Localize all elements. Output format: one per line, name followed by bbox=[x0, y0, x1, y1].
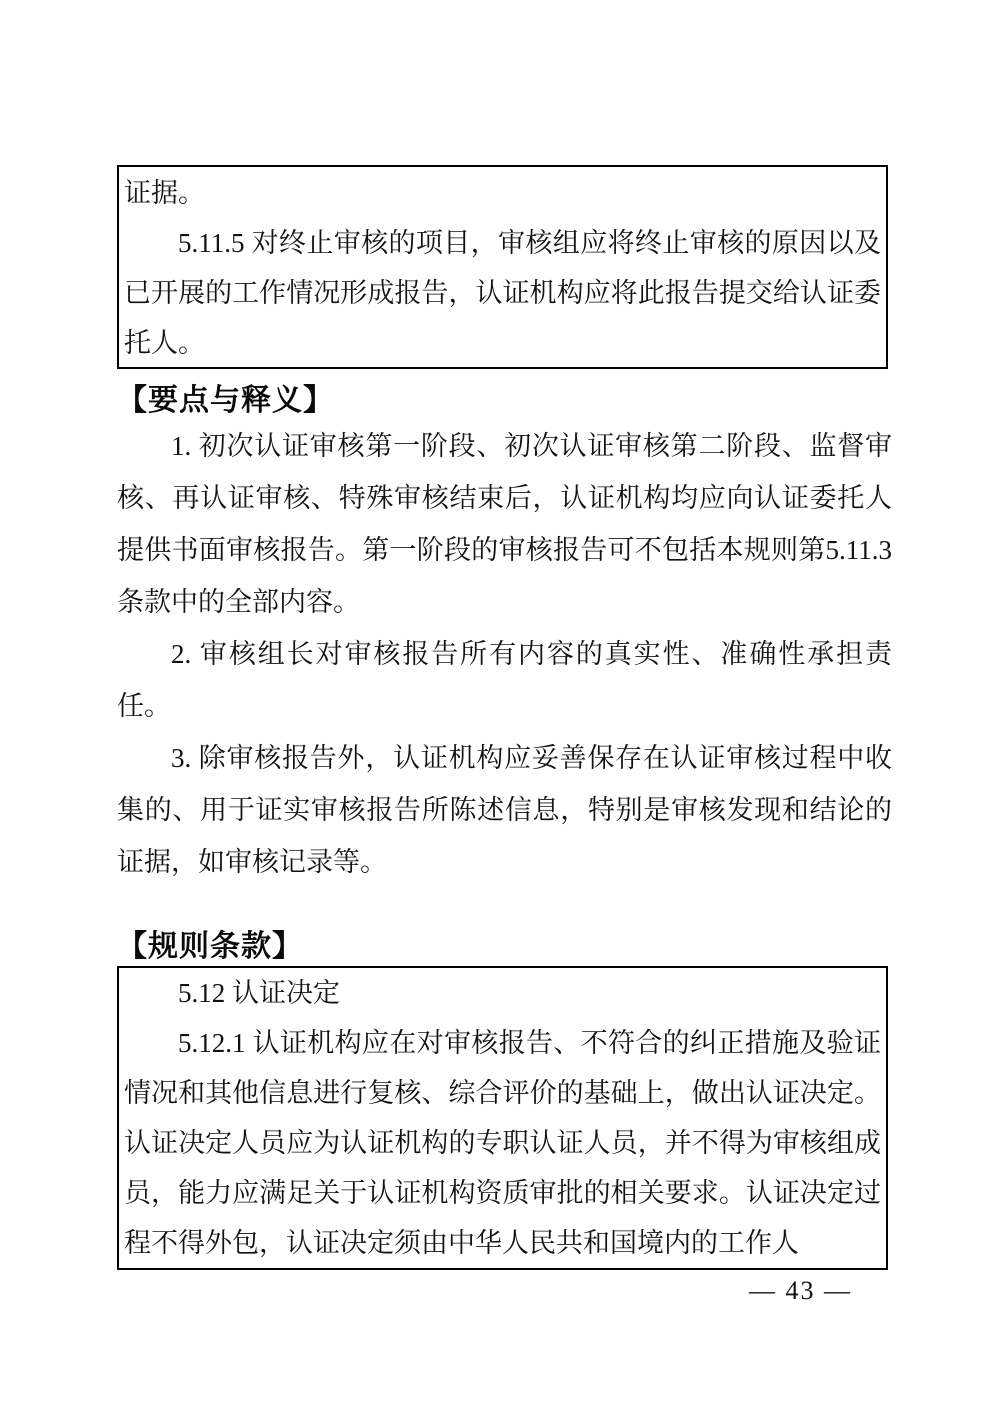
section-heading-rule-clauses: 【规则条款】 bbox=[117, 930, 303, 963]
rule-clause-title-5-12: 5.12 认证决定 bbox=[178, 978, 340, 1008]
section-heading-key-points: 【要点与释义】 bbox=[117, 384, 334, 417]
rule-clause-paragraph-5-12-1: 5.12.1 认证机构应在对审核报告、不符合的纠正措施及验证情况和其他信息进行复核、综合评价的基础上，做出认证决定。认证决定人员应为认证机构的专职认证人员，并不得为审核组成员，能力应满足关于认证机构资质审批的相关要求。认证决定过程不得外包，认证决定须由中华人民共和国境内的工作人 bbox=[124, 1028, 881, 1258]
key-points-paragraph-1: 1. 初次认证审核第一阶段、初次认证审核第二阶段、监督审核、再认证审核、特殊审核结束后，认证机构均应向认证委托人提供书面审核报告。第一阶段的审核报告可不包括本规则第5.11.3 条款中的全部内容。 bbox=[117, 431, 892, 617]
box-top-paragraph-5-11-5: 5.11.5 对终止审核的项目，审核组应将终止审核的原因以及已开展的工作情况形成报告，认证机构应将此报告提交给认证委托人。 bbox=[124, 228, 881, 358]
rule-clause-box-bottom bbox=[117, 966, 888, 1270]
page-number: — 43 — bbox=[749, 1276, 852, 1305]
box-top-paragraph-continuation: 证据。 bbox=[124, 178, 205, 208]
rule-clause-box-top bbox=[117, 165, 888, 369]
key-points-body bbox=[117, 420, 892, 888]
key-points-paragraph-2: 2. 审核组长对审核报告所有内容的真实性、准确性承担责任。 bbox=[117, 639, 892, 721]
key-points-paragraph-3: 3. 除审核报告外，认证机构应妥善保存在认证审核过程中收集的、用于证实审核报告所陈述信息，特别是审核发现和结论的证据，如审核记录等。 bbox=[117, 743, 892, 877]
